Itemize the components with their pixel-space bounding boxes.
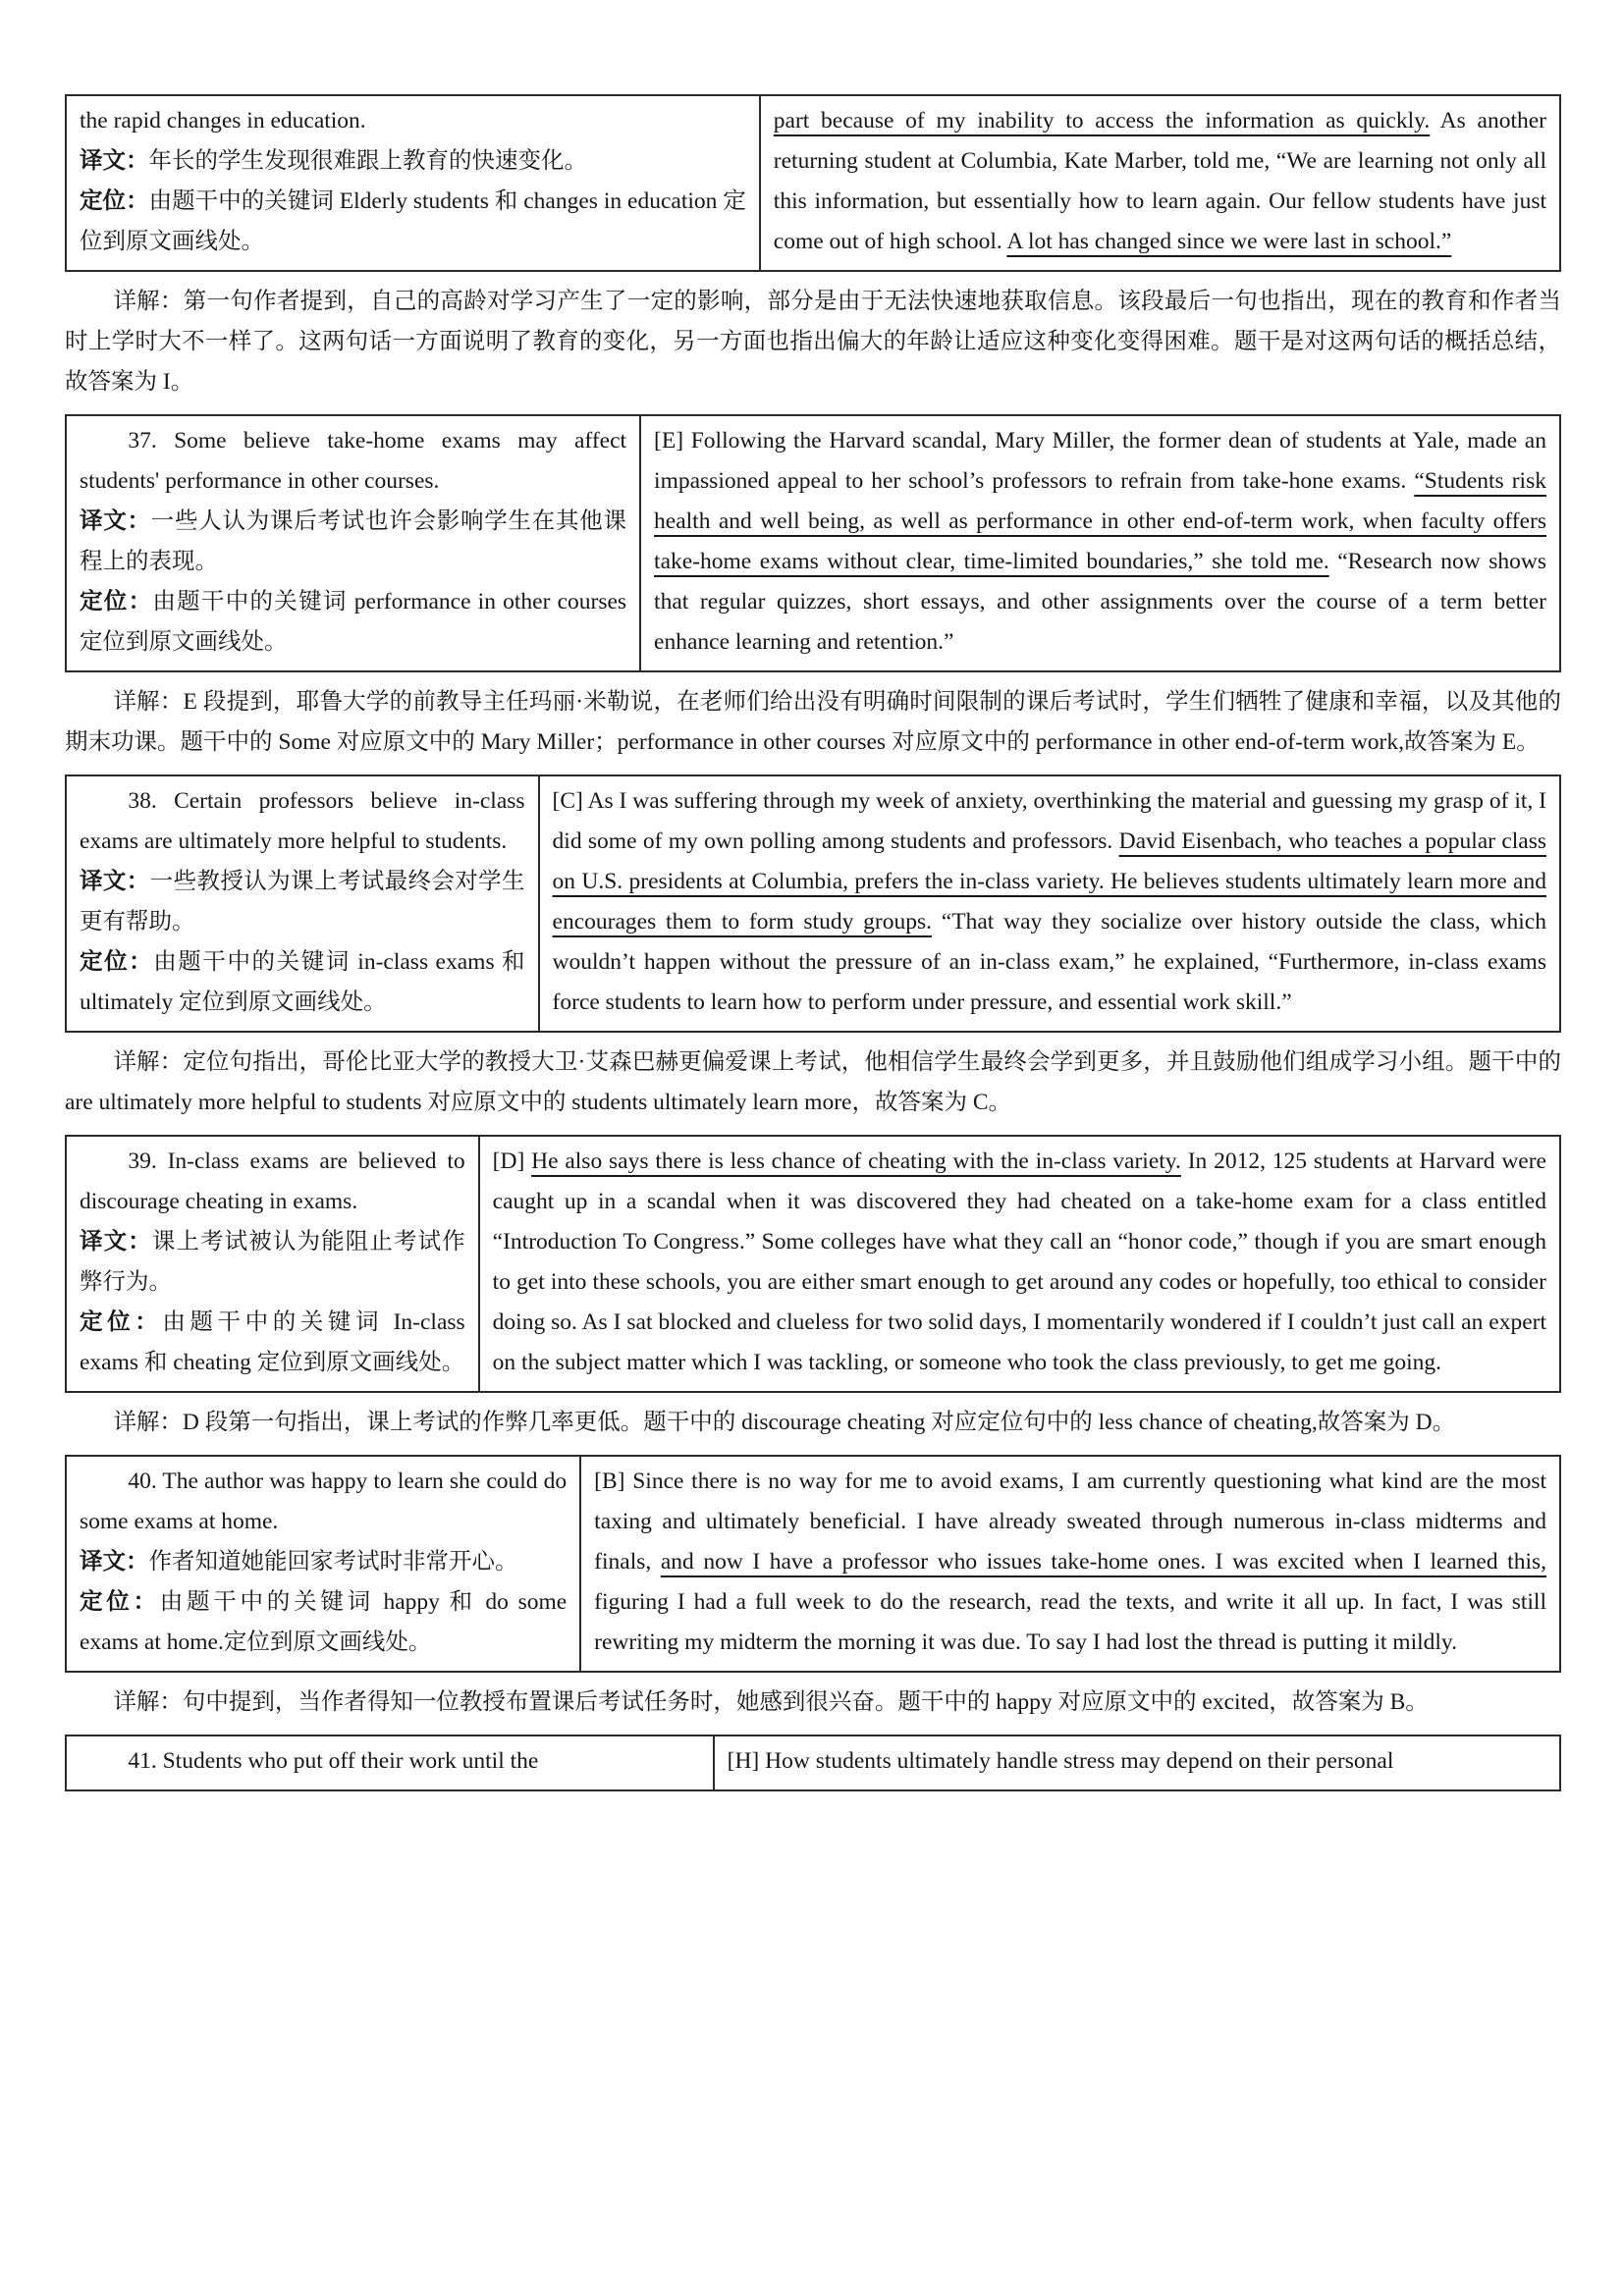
passage-cell	[479, 1136, 1560, 1392]
question-stem: the rapid changes in education.	[80, 108, 366, 133]
passage-text	[654, 421, 1546, 663]
passage-text	[493, 1142, 1546, 1383]
translation-line: 译文：课上考试被认为能阻止考试作弊行为。	[80, 1229, 465, 1295]
location-label: 定位：	[80, 589, 153, 614]
question-cell	[66, 1456, 580, 1672]
underlined-passage: “Students risk health and well being, as well as performance in other end-of-term work, when faculty offers take-home exams without clear, time-limited boundaries,” she told me.	[654, 468, 1546, 574]
qa-table-item-41-partial	[65, 1735, 1561, 1791]
qa-table-item-40	[65, 1455, 1561, 1673]
passage-segment: [E] Following the Harvard scandal, Mary Miller, the former dean of students at Yale, made an impassioned appeal to her school’s professors to refrain from take-hone exams.	[654, 428, 1546, 494]
passage-cell	[760, 95, 1560, 271]
location-line: 定位：由题干中的关键词 Elderly students 和 changes in education 定位到原文画线处。	[80, 188, 746, 254]
question-cell	[66, 1735, 714, 1790]
underlined-passage: and now I have a professor who issues take-home ones. I was excited when I learned this,	[660, 1549, 1546, 1575]
question-stem: 37. Some believe take-home exams may affect students' performance in other courses.	[80, 428, 627, 494]
translation-label: 译文：	[80, 508, 151, 534]
explanation-paragraph: 详解：定位句指出，哥伦比亚大学的教授大卫·艾森巴赫更偏爱课上考试，他相信学生最终会学到更多，并且鼓励他们组成学习小组。题干中的 are ultimately more helpful to students 对应原文中的 students ultimately learn more，故答案为 C。	[65, 1049, 1561, 1115]
qa-row	[66, 95, 1560, 271]
qa-row	[66, 775, 1560, 1032]
underlined-passage: A lot has changed since we were last in school.”	[1006, 229, 1452, 254]
qa-table-item-36-continued	[65, 94, 1561, 272]
question-stem: 38. Certain professors believe in-class exams are ultimately more helpful to students.	[80, 788, 525, 854]
location-line: 定位：由题干中的关键词 In-class exams 和 cheating 定位到原文画线处。	[80, 1309, 465, 1375]
question-cell	[66, 95, 760, 271]
location-label: 定位：	[80, 949, 154, 975]
passage-cell	[580, 1456, 1560, 1672]
explanation-paragraph: 详解：句中提到，当作者得知一位教授布置课后考试任务时，她感到很兴奋。题干中的 happy 对应原文中的 excited，故答案为 B。	[113, 1689, 1429, 1715]
explanation-paragraph: 详解：第一句作者提到，自己的高龄对学习产生了一定的影响，部分是由于无法快速地获取信息。该段最后一句也指出，现在的教育和作者当时上学时大不一样了。这两句话一方面说明了教育的变化，另一方面也指出偏大的年龄让适应这种变化变得困难。题干是对这两句话的概括总结，故答案为 I。	[65, 289, 1561, 395]
passage-text	[594, 1462, 1546, 1663]
passage-cell	[539, 775, 1560, 1032]
passage-segment: figuring I had a full week to do the research, read the texts, and write it all up. In fact, I was still rewriting my midterm the morning it was due. To say I had lost the thread is putting it mildly.	[594, 1589, 1546, 1655]
translation-line: 译文：一些人认为课后考试也许会影响学生在其他课程上的表现。	[80, 508, 627, 574]
qa-row	[66, 1735, 1560, 1790]
question-cell	[66, 775, 539, 1032]
translation-label: 译文：	[80, 148, 149, 174]
passage-text	[728, 1741, 1546, 1782]
translation-line: 译文：年长的学生发现很难跟上教育的快速变化。	[80, 148, 587, 174]
passage-segment: [B] Since there is no way for me to avoid exams, I am currently questioning what kind are the most taxing and ultimately beneficial. I have already sweated through numerous in-class midterms and finals,	[594, 1468, 1546, 1575]
qa-table-item-38	[65, 774, 1561, 1033]
underlined-passage: part because of my inability to access the information as quickly.	[773, 108, 1431, 133]
passage-segment: [H] How students ultimately handle stress may depend on their personal	[727, 1748, 1394, 1774]
question-stem: 41. Students who put off their work until the	[128, 1748, 539, 1774]
explanation-paragraph: 详解：E 段提到，耶鲁大学的前教导主任玛丽·米勒说，在老师们给出没有明确时间限制的课后考试时，学生们牺牲了健康和幸福，以及其他的期末功课。题干中的 Some 对应原文中的 Mary Miller；performance in other courses 对应原文中的 performance in other end-of-term work,故答案为 E。	[65, 689, 1561, 755]
location-label: 定位：	[80, 1309, 163, 1335]
question-stem: 40. The author was happy to learn she could do some exams at home.	[80, 1468, 568, 1534]
passage-segment: “Research now shows that regular quizzes, short essays, and other assignments over the course of a term better enhance learning and retention.”	[654, 549, 1547, 655]
underlined-passage: David Eisenbach, who teaches a popular class on U.S. presidents at Columbia, prefers the in-class variety. He believes students ultimately learn more and encourages them to form study groups.	[552, 828, 1546, 934]
question-cell	[66, 415, 640, 671]
passage-text	[553, 781, 1546, 1023]
qa-table-item-37	[65, 414, 1561, 672]
location-line: 定位：由题干中的关键词 in-class exams 和 ultimately 定位到原文画线处。	[80, 949, 525, 1015]
translation-line: 译文：一些教授认为课上考试最终会对学生更有帮助。	[80, 869, 525, 934]
qa-table-item-39	[65, 1135, 1561, 1393]
passage-segment: As another returning student at Columbia, Kate Marber, told me, “We are learning not only all this information, but essentially how to learn again. Our fellow students have just come out of high school.	[773, 108, 1546, 254]
qa-row	[66, 1136, 1560, 1392]
question-stem: 39. In-class exams are believed to discourage cheating in exams.	[80, 1148, 465, 1214]
question-cell	[66, 1136, 479, 1392]
translation-line: 译文：作者知道她能回家考试时非常开心。	[80, 1549, 518, 1575]
passage-cell	[714, 1735, 1560, 1790]
translation-label: 译文：	[80, 1229, 152, 1255]
location-label: 定位：	[80, 1589, 160, 1615]
passage-text	[774, 101, 1546, 262]
location-line: 定位：由题干中的关键词 happy 和 do some exams at home.定位到原文画线处。	[80, 1589, 568, 1655]
passage-segment: “That way they socialize over history outside the class, which wouldn’t happen without the pressure of an in-class exam,” he explained, “Furthermore, in-class exams force students to learn how to perform under pressure, and essential work skill.”	[552, 909, 1546, 1015]
passage-segment: [C] As I was suffering through my week of anxiety, overthinking the material and guessing my grasp of it, I did some of my own polling among students and professors.	[552, 788, 1546, 854]
location-label: 定位：	[80, 188, 149, 214]
passage-cell	[640, 415, 1560, 671]
translation-label: 译文：	[80, 1549, 149, 1575]
qa-row	[66, 1456, 1560, 1672]
qa-row	[66, 415, 1560, 671]
explanation-paragraph: 详解：D 段第一句指出，课上考试的作弊几率更低。题干中的 discourage cheating 对应定位句中的 less chance of cheating,故答案为 D。	[113, 1410, 1456, 1435]
translation-label: 译文：	[80, 869, 150, 894]
passage-segment: [D]	[492, 1148, 532, 1174]
passage-segment: In 2012, 125 students at Harvard were caught up in a scandal when it was discovered they had cheated on a take-home exam for a class entitled “Introduction To Congress.” Some colleges have what they call an “honor code,” though if you are smart enough to get into these schools, you are either smart enough to get around any codes or hopefully, too ethical to consider doing so. As I sat blocked and clueless for two solid days, I momentarily wondered if I couldn’t just call an expert on the subject matter which I was tackling, or someone who took the class previously, to get me going.	[492, 1148, 1546, 1375]
underlined-passage: He also says there is less chance of cheating with the in-class variety.	[531, 1148, 1181, 1174]
location-line: 定位：由题干中的关键词 performance in other courses 定位到原文画线处。	[80, 589, 627, 655]
